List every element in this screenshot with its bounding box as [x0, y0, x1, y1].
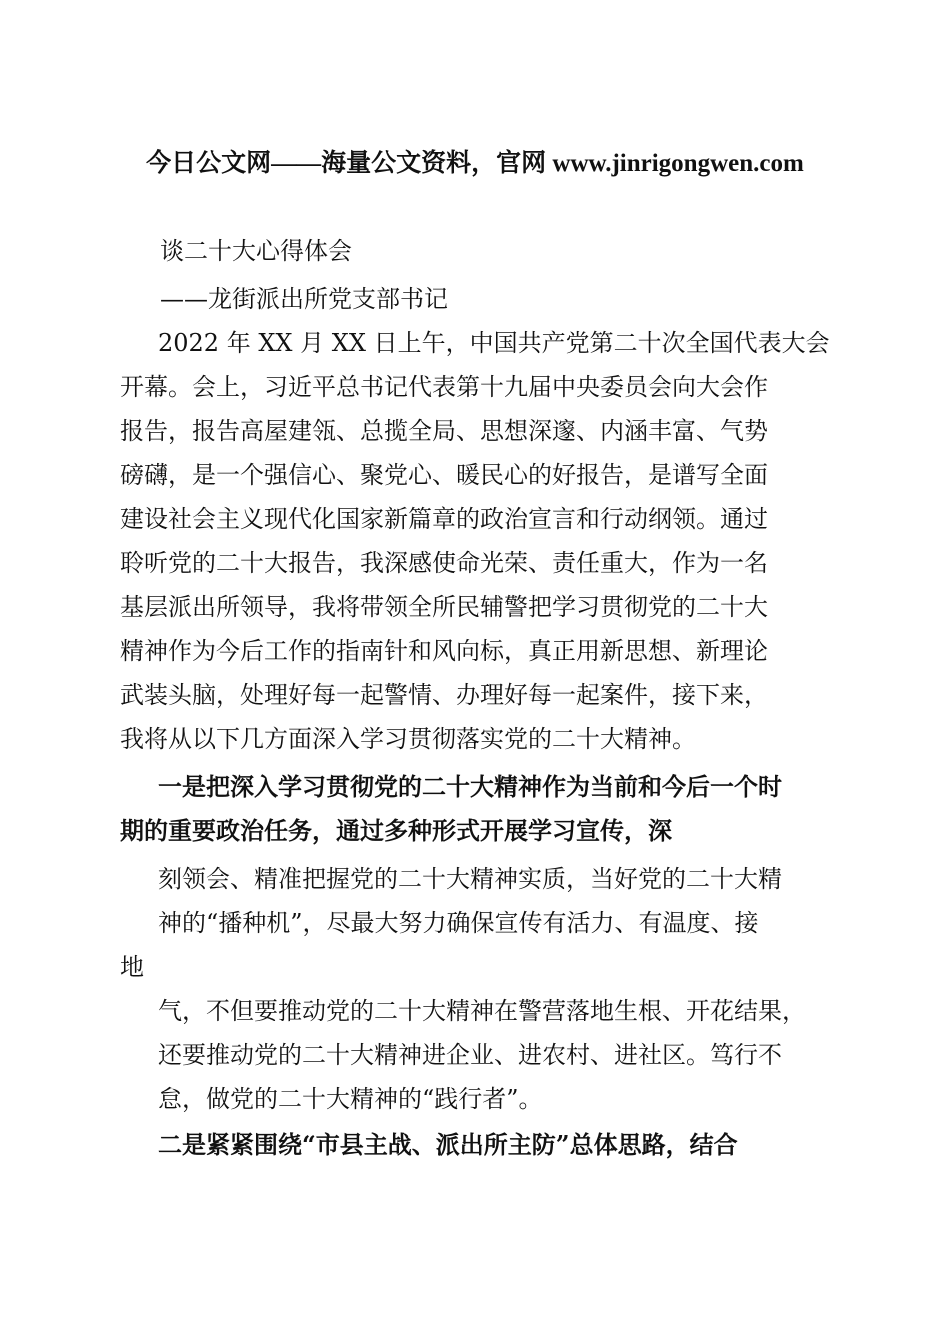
paragraph-line: 我将从以下几方面深入学习贯彻落实党的二十大精神。 [120, 725, 696, 753]
point1-heading-line: 一是把深入学习贯彻党的二十大精神作为当前和今后一个时 [158, 772, 782, 801]
paragraph-line: 建设社会主义现代化国家新篇章的政治宣言和行动纲领。通过 [120, 505, 768, 533]
point1-body-line: 刻领会、精准把握党的二十大精神实质，当好党的二十大精 [158, 865, 782, 893]
paragraph-line: 武装头脑，处理好每一起警情、办理好每一起案件，接下来， [120, 681, 768, 709]
point1-body-line: 气，不但要推动党的二十大精神在警营落地生根、开花结果， [158, 997, 806, 1025]
paragraph-line: 开幕。会上，习近平总书记代表第十九届中央委员会向大会作 [120, 373, 768, 401]
document-title: 谈二十大心得体会 [160, 237, 352, 265]
site-banner: 今日公文网——海量公文资料，官网 www.jinrigongwen.com [146, 150, 804, 177]
point1-body-line: 神的“播种机”，尽最大努力确保宣传有活力、有温度、接 [158, 909, 759, 937]
paragraph-line: 基层派出所领导，我将带领全所民辅警把学习贯彻党的二十大 [120, 593, 768, 621]
paragraph-line: 磅礴，是一个强信心、聚党心、暖民心的好报告，是谱写全面 [120, 461, 768, 489]
document-subtitle: ——龙街派出所党支部书记 [160, 285, 448, 313]
point1-heading-line: 期的重要政治任务，通过多种形式开展学习宣传，深 [120, 816, 672, 845]
paragraph-line: 2022 年 XX 月 XX 日上午，中国共产党第二十次全国代表大会 [158, 329, 830, 357]
point1-body-line: 怠，做党的二十大精神的“践行者”。 [158, 1085, 543, 1113]
paragraph-line: 聆听党的二十大报告，我深感使命光荣、责任重大，作为一名 [120, 549, 768, 577]
point2-heading-line: 二是紧紧围绕“市县主战、派出所主防”总体思路，结合 [158, 1130, 738, 1159]
point1-body-line: 地 [120, 953, 144, 981]
paragraph-line: 精神作为今后工作的指南针和风向标，真正用新思想、新理论 [120, 637, 768, 665]
point1-body-line: 还要推动党的二十大精神进企业、进农村、进社区。笃行不 [158, 1041, 782, 1069]
paragraph-line: 报告，报告高屋建瓴、总揽全局、思想深邃、内涵丰富、气势 [120, 417, 768, 445]
